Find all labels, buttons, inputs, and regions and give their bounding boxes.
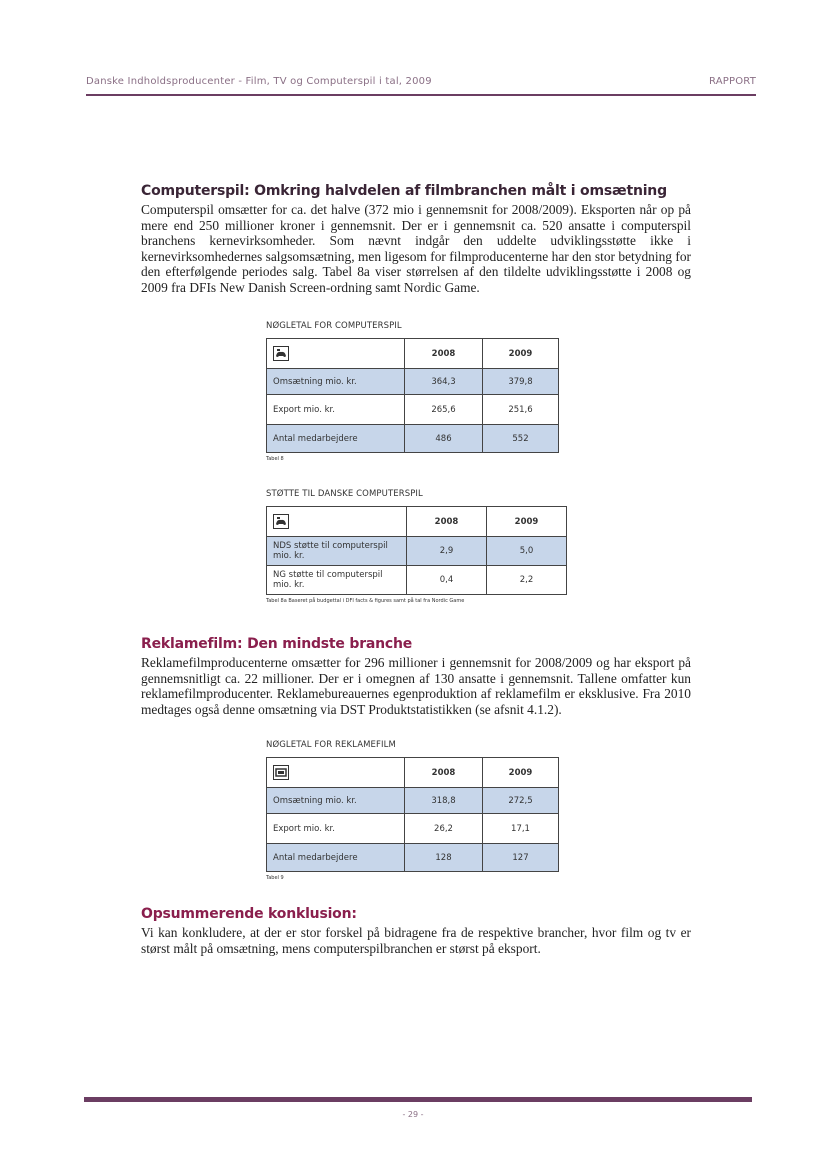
table-reklamefilm — [266, 757, 559, 872]
cell-value: 265,6 — [405, 395, 483, 425]
section-heading: Reklamefilm: Den mindste branche — [141, 636, 413, 652]
conclusion-section — [141, 906, 691, 956]
section-heading: Opsummerende konklusion: — [141, 906, 357, 922]
ad-section — [141, 636, 691, 717]
row-label: Export mio. kr. — [267, 395, 405, 425]
table-row — [267, 844, 559, 872]
table-stotte — [266, 506, 567, 595]
game-controller-icon — [273, 346, 289, 361]
cell-value: 552 — [483, 425, 559, 453]
table-caption: STØTTE TIL DANSKE COMPUTERSPIL — [266, 489, 423, 499]
cell-value: 0,4 — [407, 566, 487, 595]
header-rule — [86, 94, 756, 96]
table-row — [267, 814, 559, 844]
table-computerspil — [266, 338, 559, 453]
cell-value: 2,2 — [487, 566, 567, 595]
table-caption: NØGLETAL FOR REKLAMEFILM — [266, 740, 396, 750]
table-note: Tabel 8 — [266, 456, 284, 462]
row-label: Omsætning mio. kr. — [267, 788, 405, 814]
table-header-row — [267, 339, 559, 369]
header-label: RAPPORT — [708, 76, 756, 87]
row-label: Antal medarbejdere — [267, 425, 405, 453]
table-row — [267, 537, 567, 566]
table-row — [267, 788, 559, 814]
year-header: 2008 — [407, 507, 487, 537]
row-label: Omsætning mio. kr. — [267, 369, 405, 395]
table-icon-cell — [267, 507, 407, 537]
table-header-row — [267, 507, 567, 537]
row-label: NG støtte til computerspil mio. kr. — [267, 566, 407, 595]
year-header: 2008 — [405, 339, 483, 369]
header-title: Danske Indholdsproducenter - Film, TV og Computerspil i tal, 2009 — [86, 76, 432, 87]
cell-value: 364,3 — [405, 369, 483, 395]
row-label: Antal medarbejdere — [267, 844, 405, 872]
cell-value: 26,2 — [405, 814, 483, 844]
table-row — [267, 369, 559, 395]
cell-value: 5,0 — [487, 537, 567, 566]
table-8-block — [266, 321, 559, 462]
table-row — [267, 566, 567, 595]
cell-value: 17,1 — [483, 814, 559, 844]
computer-section — [141, 183, 691, 295]
section-body: Computerspil omsætter for ca. det halve (372 mio i gennemsnit for 2008/2009). Eksporten når op på mere end 250 millioner kroner i gennemsnit. Der er i gennemsnit ca. 520 ansatte i computerspil branchens kernevirksomheder. Som nævnt indgår den uddelte udviklingsstøtte ikke i kernevirksomhedernes salgsomsætning, men ligesom for filmproducenterne har den stor betydning for den efterfølgende periodes salg. Tabel 8a viser størrelsen af den tildelte udviklingsstøtte i 2008 og 2009 fra DFIs New Danish Screen-ordning samt Nordic Game. — [141, 202, 691, 295]
table-icon-cell — [267, 339, 405, 369]
section-body: Reklamefilmproducenterne omsætter for 296 millioner i gennemsnit for 2008/2009 og har eksport på gennemsnitligt ca. 22 millioner. Der er i omegnen af 130 ansatte i gennemsnit. Tallene omfatter kun reklamefilmproducenter. Reklamebureauernes egenproduktion af reklamefilm er eksklusive. Fra 2010 medtages også denne omsætning via DST Produktstatistikken (se afsnit 4.1.2). — [141, 655, 691, 717]
page-number: - 29 - — [402, 1110, 424, 1119]
table-8a-block — [266, 489, 567, 604]
section-body: Vi kan konkludere, at der er stor forskel på bidragene fra de respektive brancher, hvor film og tv er størst målt på omsætning, mens computerspilbranchen er størst på eksport. — [141, 925, 691, 956]
cell-value: 379,8 — [483, 369, 559, 395]
cell-value: 128 — [405, 844, 483, 872]
row-label: NDS støtte til computerspil mio. kr. — [267, 537, 407, 566]
cell-value: 486 — [405, 425, 483, 453]
table-9-block — [266, 740, 559, 881]
table-header-row — [267, 758, 559, 788]
table-note: Tabel 9 — [266, 875, 284, 881]
row-label: Export mio. kr. — [267, 814, 405, 844]
section-heading: Computerspil: Omkring halvdelen af filmbranchen målt i omsætning — [141, 183, 667, 199]
year-header: 2009 — [483, 758, 559, 788]
tv-icon — [273, 765, 289, 780]
footer-rule — [84, 1097, 752, 1102]
table-note: Tabel 8a Baseret på budgettal i DFI facts & figures samt på tal fra Nordic Game — [266, 598, 465, 604]
cell-value: 2,9 — [407, 537, 487, 566]
game-controller-icon — [273, 514, 289, 529]
cell-value: 251,6 — [483, 395, 559, 425]
table-row — [267, 395, 559, 425]
table-caption: NØGLETAL FOR COMPUTERSPIL — [266, 321, 402, 331]
year-header: 2008 — [405, 758, 483, 788]
table-icon-cell — [267, 758, 405, 788]
page-header — [86, 76, 756, 87]
table-row — [267, 425, 559, 453]
year-header: 2009 — [483, 339, 559, 369]
cell-value: 127 — [483, 844, 559, 872]
year-header: 2009 — [487, 507, 567, 537]
cell-value: 318,8 — [405, 788, 483, 814]
cell-value: 272,5 — [483, 788, 559, 814]
